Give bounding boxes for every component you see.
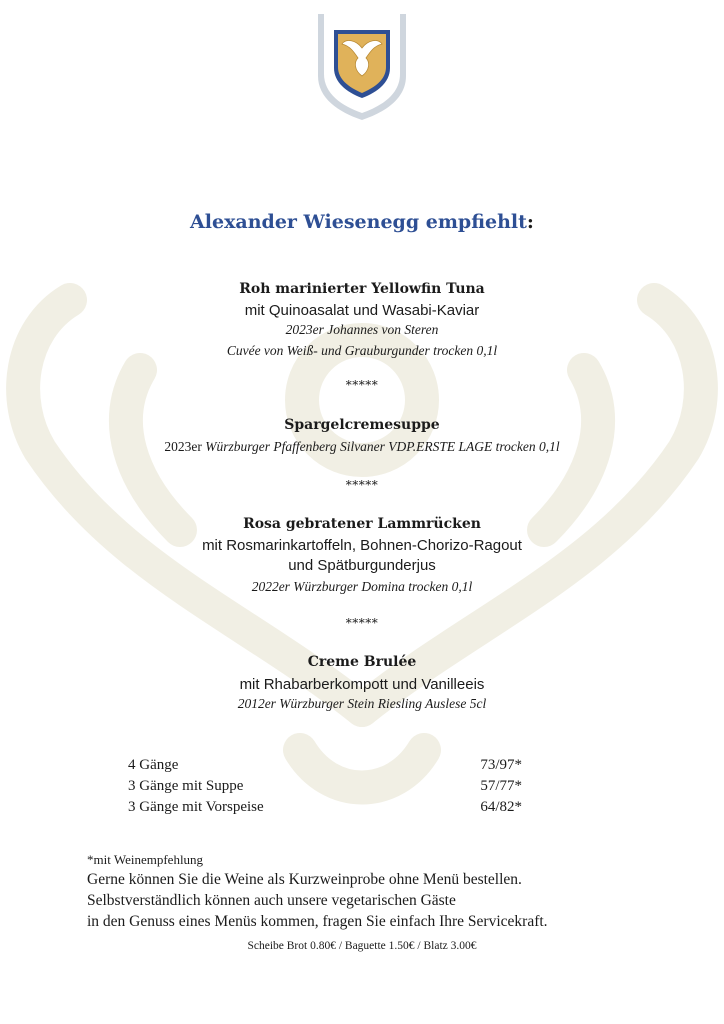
separator: *****: [345, 478, 379, 492]
course-2-name: Spargelcremesuppe: [284, 417, 440, 433]
course-1-wine-vintage: 2023er Johannes von Steren: [285, 322, 439, 337]
price-label: 3 Gänge mit Vorspeise: [128, 799, 264, 815]
course-1-description: mit Quinoasalat und Wasabi-Kaviar: [244, 302, 480, 319]
price-row-3-courses-starter: [128, 799, 522, 819]
separator: *****: [345, 616, 379, 630]
note-line-2: Selbstverständlich können auch unsere vegetarischen Gäste: [87, 892, 456, 909]
price-row-4-courses: [128, 757, 522, 777]
course-1-wine-name: Cuvée von Weiß- und Grauburgunder trocken 0,1l: [226, 343, 498, 358]
price-label: 3 Gänge mit Suppe: [128, 778, 244, 794]
course-3-description: mit Rosmarinkartoffeln, Bohnen-Chorizo-Ragout: [202, 537, 522, 554]
price-label: 4 Gänge: [128, 757, 179, 773]
separator: *****: [345, 378, 379, 392]
course-3-wine: 2022er Würzburger Domina trocken 0,1l: [251, 579, 473, 594]
course-2-wine: 2023er Würzburger Pfaffenberg Silvaner VDP.ERSTE LAGE trocken 0,1l: [164, 439, 560, 454]
price-value: 64/82*: [480, 799, 522, 815]
course-1-name: Roh marinierter Yellowfin Tuna: [239, 281, 485, 297]
course-4-name: Creme Brulée: [307, 654, 417, 670]
price-value: 73/97*: [480, 757, 522, 773]
note-line-1: Gerne können Sie die Weine als Kurzweinprobe ohne Menü bestellen.: [87, 871, 522, 888]
price-value: 57/77*: [480, 778, 522, 794]
price-row-3-courses-soup: [128, 778, 522, 798]
course-3-description-2: und Spätburgunderjus: [288, 557, 436, 574]
page-title: Alexander Wiesenegg empfiehlt:: [190, 211, 534, 233]
bread-prices: Scheibe Brot 0.80€ / Baguette 1.50€ / Blatz 3.00€: [247, 940, 477, 952]
dove-shield-icon: [316, 14, 408, 120]
wine-recommendation-note: *mit Weinempfehlung: [87, 852, 204, 867]
course-3-name: Rosa gebratener Lammrücken: [243, 516, 481, 532]
course-4-wine: 2012er Würzburger Stein Riesling Auslese 5cl: [237, 696, 487, 711]
note-line-3: in den Genuss eines Menüs kommen, fragen Sie einfach Ihre Servicekraft.: [87, 913, 548, 930]
course-4-description: mit Rhabarberkompott und Vanilleeis: [239, 676, 485, 693]
